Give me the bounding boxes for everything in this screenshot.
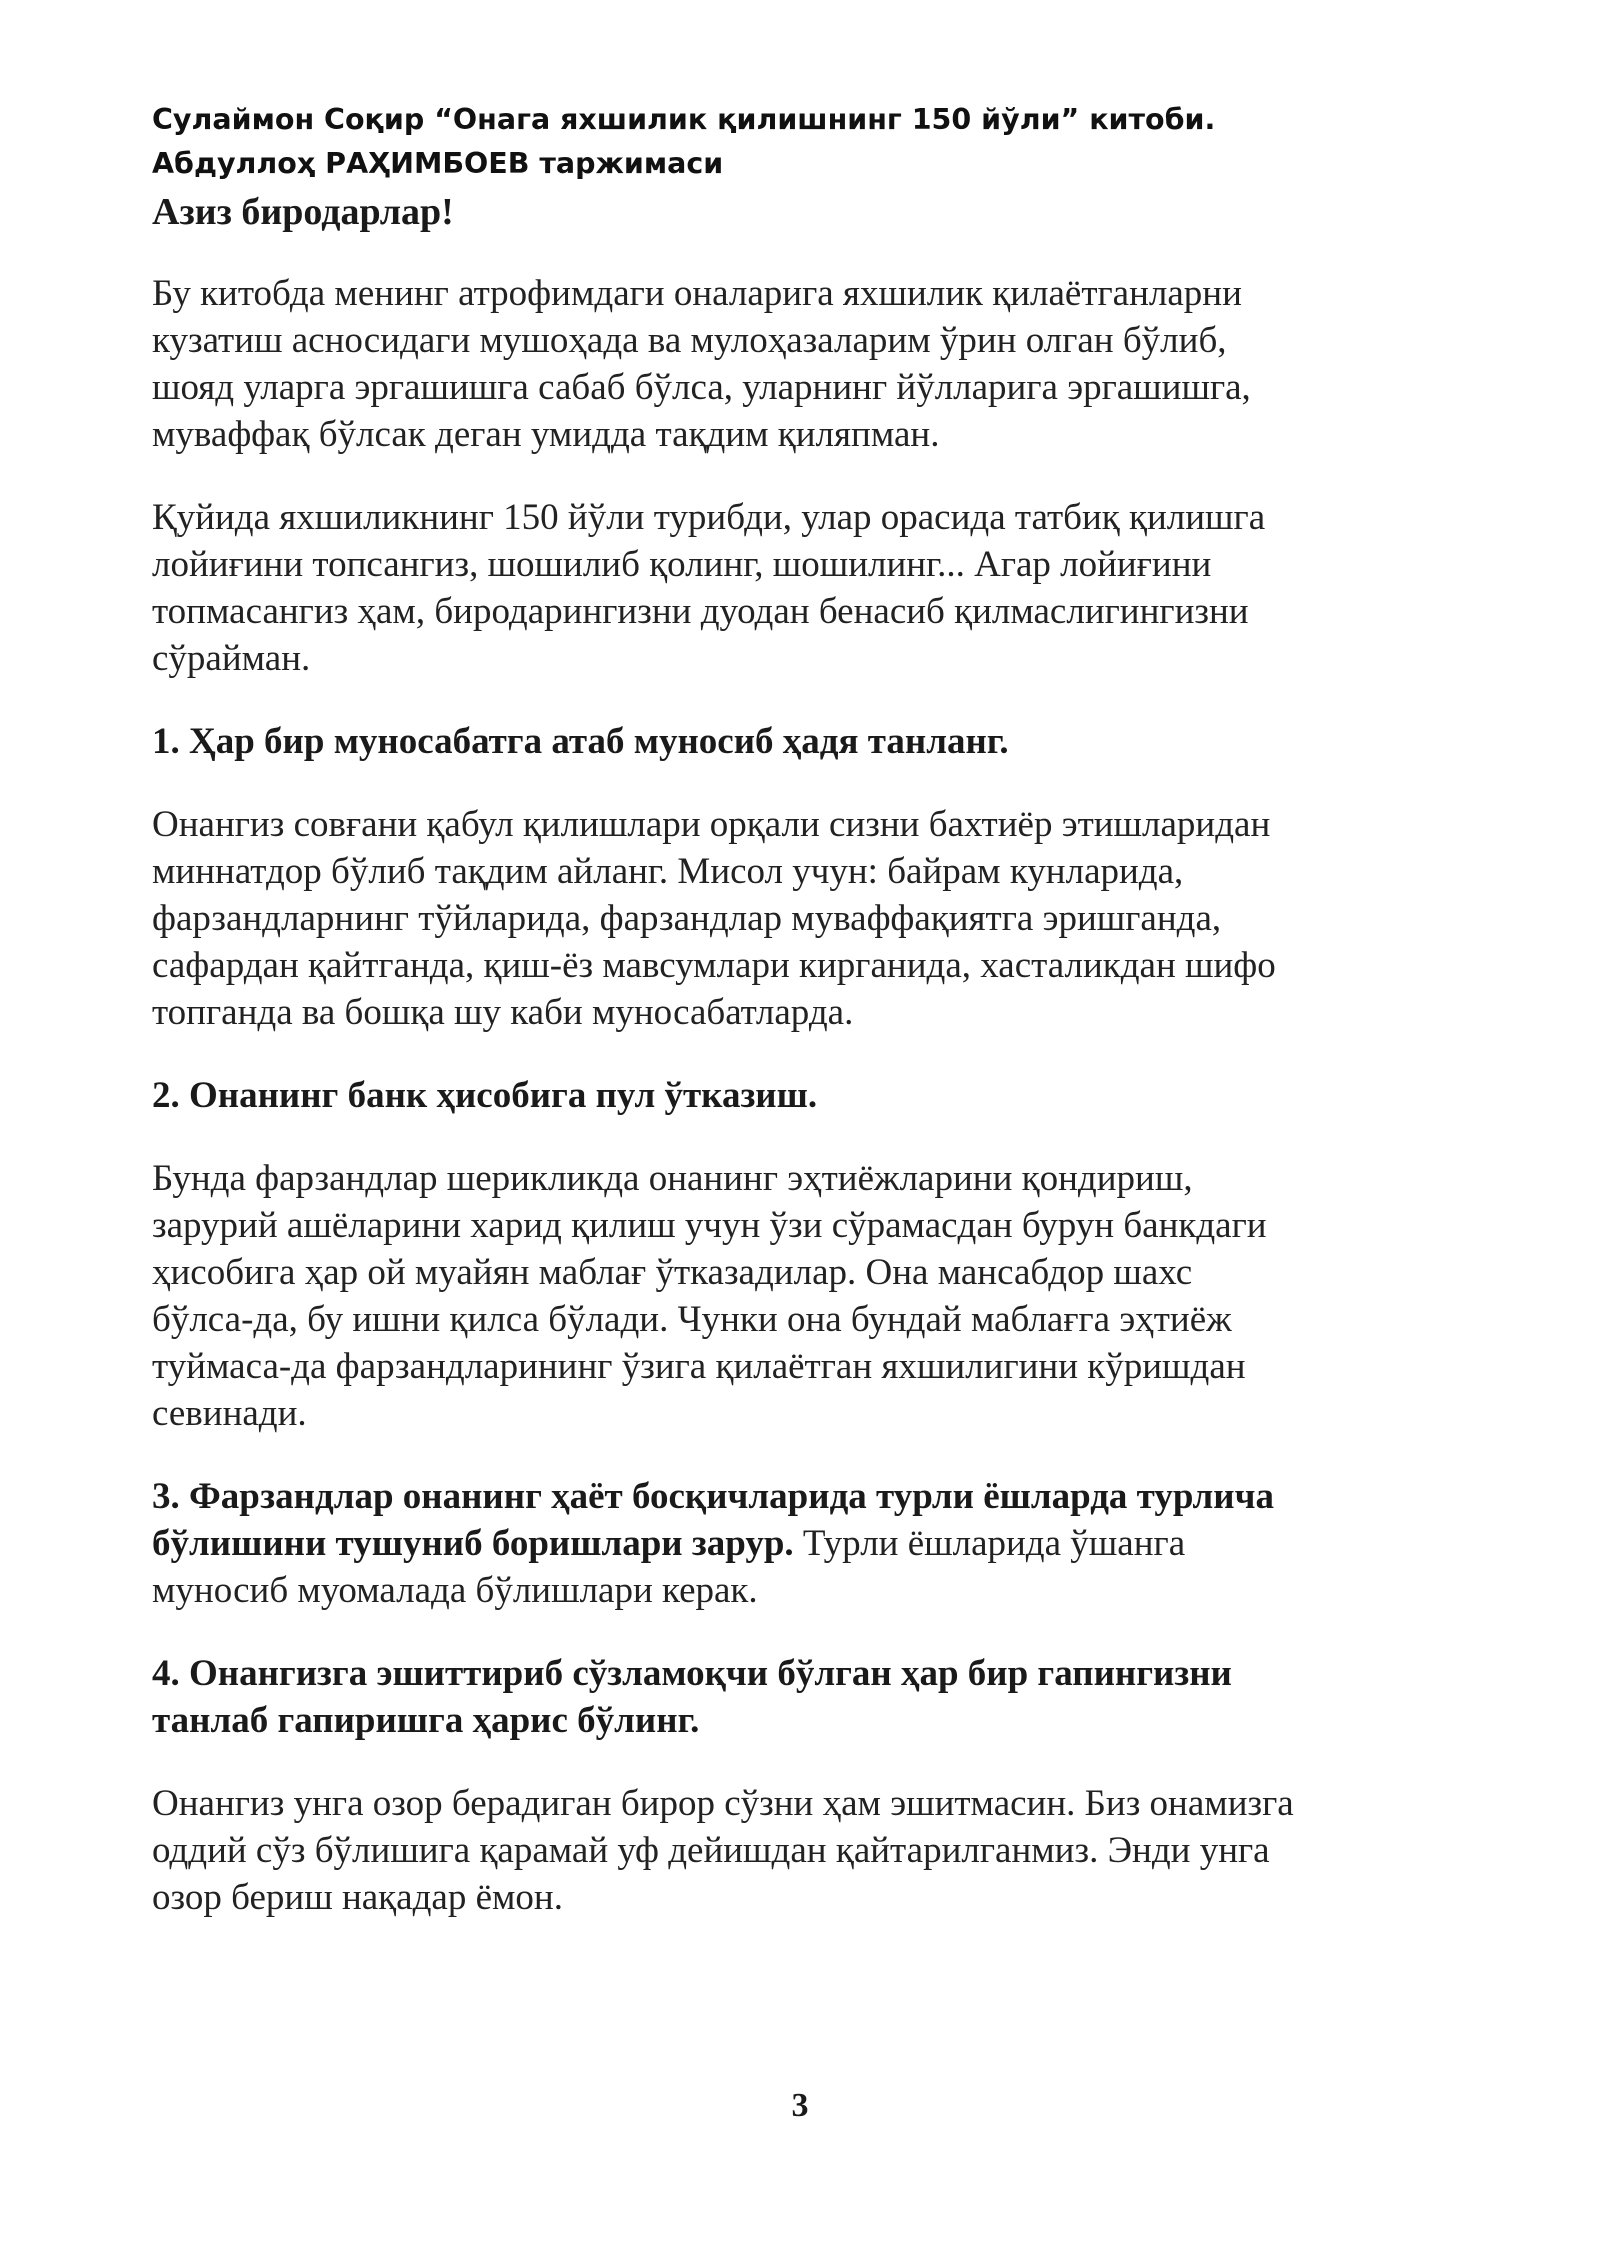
item-4-heading (152, 1650, 1492, 1744)
text-line: кузатиш асносидаги мушоҳада ва мулоҳазаларим ўрин олган бўлиб, (152, 320, 1227, 361)
heading-line: 1. Ҳар бир муносабатга атаб муносиб ҳадя танланг. (152, 721, 1009, 762)
book-header (152, 98, 1452, 186)
item-3-paragraph (152, 1473, 1492, 1614)
text-line: сафардан қайтганда, қиш-ёз мавсумлари кирганида, хасталикдан шифо (152, 945, 1276, 986)
text-line: ҳисобига ҳар ой муайян маблағ ўтказадилар. Она мансабдор шахс (152, 1252, 1193, 1293)
item-1-heading (152, 718, 1492, 765)
text-line: миннатдор бўлиб тақдим айланг. Мисол учун: байрам кунларида, (152, 851, 1184, 892)
item-2-body (152, 1155, 1492, 1437)
text-line: муваффақ бўлсак деган умидда тақдим қиляпман. (152, 414, 940, 455)
text-line: муносиб муомалада бўлишлари керак. (152, 1570, 758, 1611)
text-line: шояд уларга эргашишга сабаб бўлса, уларнинг йўлларига эргашишга, (152, 367, 1251, 408)
text-line: зарурий ашёларини харид қилиш учун ўзи сўрамасдан бурун банкдаги (152, 1205, 1267, 1246)
item-4-body (152, 1780, 1492, 1921)
text-line: Бунда фарзандлар шерикликда онанинг эҳтиёжларини қондириш, (152, 1158, 1193, 1199)
greeting-heading: Азиз биродарлар! (152, 191, 454, 233)
text-line: фарзандларнинг тўйларида, фарзандлар муваффақиятга эришганда, (152, 898, 1222, 939)
text-line: Онангиз совғани қабул қилишлари орқали сизни бахтиёр этишларидан (152, 804, 1271, 845)
text-line: бўлса-да, бу ишни қилса бўлади. Чунки она бундай маблағга эҳтиёж (152, 1299, 1232, 1340)
page-number: 3 (791, 2087, 809, 2124)
intro-paragraph-1 (152, 270, 1492, 458)
text-line: Бу китобда менинг атрофимдаги оналарига яхшилик қилаётганларни (152, 273, 1242, 314)
item-3-heading-line: 3. Фарзандлар онанинг ҳаёт босқичларида турли ёшларда турлича (152, 1476, 1274, 1517)
heading-line: танлаб гапиришга ҳарис бўлинг. (152, 1700, 700, 1741)
text-line: Қуйида яхшиликнинг 150 йўли турибди, улар орасида татбиқ қилишга (152, 497, 1266, 538)
item-2-heading (152, 1072, 1492, 1119)
text-line: оддий сўз бўлишига қарамай уф дейишдан қайтарилганмиз. Энди унга (152, 1830, 1270, 1871)
item-3-text-start: Турли ёшларида ўшанга (793, 1523, 1186, 1564)
document-body (152, 188, 1492, 1957)
text-line: озор бериш нақадар ёмон. (152, 1877, 563, 1918)
text-line: топмасангиз ҳам, биродарингизни дуодан бенасиб қилмаслигингизни (152, 591, 1249, 632)
text-line: туймаса-да фарзандларининг ўзига қилаётган яхшилигини кўришдан (152, 1346, 1246, 1387)
heading-line: 4. Онангизга эшиттириб сўзламоқчи бўлган ҳар бир гапингизни (152, 1653, 1232, 1694)
item-3-heading-end: бўлишини тушуниб боришлари зарур. (152, 1523, 794, 1564)
item-1-body (152, 801, 1492, 1036)
book-title-line: Сулаймон Соқир “Онага яхшилик қилишнинг 150 йўли” китоби. (152, 103, 1216, 136)
intro-paragraph-2 (152, 494, 1492, 682)
text-line: севинади. (152, 1393, 307, 1434)
text-line: топганда ва бошқа шу каби муносабатларда. (152, 992, 854, 1033)
text-line: лойиғини топсангиз, шошилиб қолинг, шошилинг... Агар лойиғини (152, 544, 1212, 585)
item-3-mixed-line (152, 1520, 1492, 1567)
translator-line: Абдуллоҳ РАҲИМБОЕВ таржимаси (152, 147, 724, 180)
text-line: Онангиз унга озор берадиган бирор сўзни ҳам эшитмасин. Биз онамизга (152, 1783, 1294, 1824)
text-line: сўрайман. (152, 638, 311, 679)
heading-line: 2. Онанинг банк ҳисобига пул ўтказиш. (152, 1075, 818, 1116)
